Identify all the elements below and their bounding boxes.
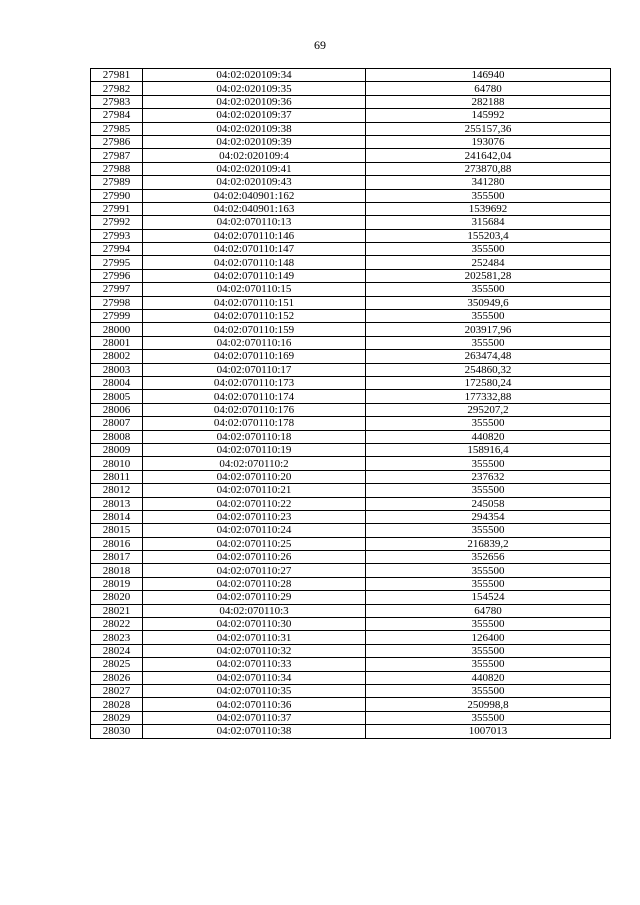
cadastral-number-cell: 04:02:070110:33 [143, 658, 366, 671]
row-number-cell: 28005 [91, 390, 143, 403]
value-cell: 202581,28 [366, 269, 611, 282]
row-number-cell: 28030 [91, 725, 143, 738]
cadastral-number-cell: 04:02:020109:34 [143, 69, 366, 82]
row-number-cell: 27982 [91, 82, 143, 95]
value-cell: 241642,04 [366, 149, 611, 162]
cadastral-number-cell: 04:02:070110:29 [143, 591, 366, 604]
row-number-cell: 27992 [91, 216, 143, 229]
cadastral-number-cell: 04:02:070110:16 [143, 336, 366, 349]
cadastral-number-cell: 04:02:070110:2 [143, 457, 366, 470]
table-row [91, 510, 611, 523]
table-row [91, 711, 611, 724]
table-row [91, 497, 611, 510]
table-row [91, 698, 611, 711]
table-row [91, 684, 611, 697]
row-number-cell: 28022 [91, 618, 143, 631]
table-row [91, 430, 611, 443]
cadastral-number-cell: 04:02:070110:18 [143, 430, 366, 443]
table-body [91, 69, 611, 739]
table-row [91, 551, 611, 564]
cadastral-number-cell: 04:02:070110:23 [143, 510, 366, 523]
row-number-cell: 27989 [91, 176, 143, 189]
table-row [91, 537, 611, 550]
value-cell: 355500 [366, 658, 611, 671]
value-cell: 282188 [366, 95, 611, 108]
table-row [91, 658, 611, 671]
row-number-cell: 28001 [91, 336, 143, 349]
cadastral-number-cell: 04:02:070110:26 [143, 551, 366, 564]
row-number-cell: 27991 [91, 202, 143, 215]
row-number-cell: 27984 [91, 109, 143, 122]
value-cell: 355500 [366, 283, 611, 296]
table-row [91, 618, 611, 631]
table-row [91, 323, 611, 336]
cadastral-number-cell: 04:02:070110:32 [143, 644, 366, 657]
table-row [91, 202, 611, 215]
value-cell: 158916,4 [366, 443, 611, 456]
value-cell: 245058 [366, 497, 611, 510]
table-row [91, 417, 611, 430]
table-row [91, 604, 611, 617]
row-number-cell: 28027 [91, 684, 143, 697]
table-row [91, 189, 611, 202]
value-cell: 237632 [366, 470, 611, 483]
table-row [91, 336, 611, 349]
value-cell: 1539692 [366, 202, 611, 215]
cadastral-number-cell: 04:02:070110:147 [143, 243, 366, 256]
cadastral-number-cell: 04:02:070110:176 [143, 403, 366, 416]
row-number-cell: 28003 [91, 363, 143, 376]
value-cell: 315684 [366, 216, 611, 229]
table-row [91, 725, 611, 738]
table-row [91, 135, 611, 148]
cadastral-number-cell: 04:02:070110:37 [143, 711, 366, 724]
page-number: 69 [314, 38, 326, 52]
table-row [91, 176, 611, 189]
value-cell: 203917,96 [366, 323, 611, 336]
row-number-cell: 28012 [91, 484, 143, 497]
table-row [91, 283, 611, 296]
row-number-cell: 28026 [91, 671, 143, 684]
cadastral-number-cell: 04:02:070110:21 [143, 484, 366, 497]
value-cell: 355500 [366, 684, 611, 697]
cadastral-number-cell: 04:02:040901:162 [143, 189, 366, 202]
value-cell: 355500 [366, 577, 611, 590]
value-cell: 440820 [366, 430, 611, 443]
row-number-cell: 28020 [91, 591, 143, 604]
table-row [91, 109, 611, 122]
cadastral-number-cell: 04:02:070110:152 [143, 310, 366, 323]
table-row [91, 229, 611, 242]
value-cell: 352656 [366, 551, 611, 564]
table-row [91, 95, 611, 108]
table-row [91, 591, 611, 604]
table-row [91, 350, 611, 363]
cadastral-number-cell: 04:02:020109:37 [143, 109, 366, 122]
table-row [91, 216, 611, 229]
value-cell: 350949,6 [366, 296, 611, 309]
row-number-cell: 28010 [91, 457, 143, 470]
value-cell: 294354 [366, 510, 611, 523]
value-cell: 355500 [366, 243, 611, 256]
table-row [91, 631, 611, 644]
cadastral-number-cell: 04:02:070110:3 [143, 604, 366, 617]
value-cell: 250998,8 [366, 698, 611, 711]
table-row [91, 82, 611, 95]
cadastral-number-cell: 04:02:070110:169 [143, 350, 366, 363]
value-cell: 216839,2 [366, 537, 611, 550]
table-row [91, 443, 611, 456]
value-cell: 355500 [366, 310, 611, 323]
value-cell: 355500 [366, 618, 611, 631]
row-number-cell: 28007 [91, 417, 143, 430]
row-number-cell: 28023 [91, 631, 143, 644]
cadastral-number-cell: 04:02:070110:17 [143, 363, 366, 376]
cadastral-number-cell: 04:02:070110:13 [143, 216, 366, 229]
cadastral-number-cell: 04:02:070110:36 [143, 698, 366, 711]
value-cell: 355500 [366, 564, 611, 577]
value-cell: 172580,24 [366, 376, 611, 389]
cadastral-number-cell: 04:02:070110:174 [143, 390, 366, 403]
value-cell: 254860,32 [366, 363, 611, 376]
value-cell: 177332,88 [366, 390, 611, 403]
value-cell: 126400 [366, 631, 611, 644]
value-cell: 341280 [366, 176, 611, 189]
row-number-cell: 27988 [91, 162, 143, 175]
row-number-cell: 28002 [91, 350, 143, 363]
cadastral-number-cell: 04:02:070110:149 [143, 269, 366, 282]
row-number-cell: 28004 [91, 376, 143, 389]
row-number-cell: 27983 [91, 95, 143, 108]
row-number-cell: 28024 [91, 644, 143, 657]
table-row [91, 363, 611, 376]
row-number-cell: 28014 [91, 510, 143, 523]
value-cell: 252484 [366, 256, 611, 269]
table-row [91, 269, 611, 282]
row-number-cell: 27996 [91, 269, 143, 282]
value-cell: 146940 [366, 69, 611, 82]
cadastral-number-cell: 04:02:070110:178 [143, 417, 366, 430]
value-cell: 355500 [366, 644, 611, 657]
row-number-cell: 27986 [91, 135, 143, 148]
cadastral-number-cell: 04:02:040901:163 [143, 202, 366, 215]
table-row [91, 149, 611, 162]
value-cell: 355500 [366, 336, 611, 349]
table-row [91, 296, 611, 309]
value-cell: 154524 [366, 591, 611, 604]
table-row [91, 243, 611, 256]
cadastral-number-cell: 04:02:070110:24 [143, 524, 366, 537]
value-cell: 64780 [366, 82, 611, 95]
row-number-cell: 27981 [91, 69, 143, 82]
row-number-cell: 27998 [91, 296, 143, 309]
value-cell: 64780 [366, 604, 611, 617]
table-row [91, 390, 611, 403]
table-row [91, 310, 611, 323]
row-number-cell: 28000 [91, 323, 143, 336]
table-row [91, 256, 611, 269]
cadastral-number-cell: 04:02:070110:20 [143, 470, 366, 483]
table-row [91, 671, 611, 684]
row-number-cell: 28021 [91, 604, 143, 617]
table-row [91, 376, 611, 389]
cadastral-number-cell: 04:02:070110:27 [143, 564, 366, 577]
row-number-cell: 28019 [91, 577, 143, 590]
table-row [91, 457, 611, 470]
cadastral-number-cell: 04:02:020109:43 [143, 176, 366, 189]
cadastral-number-cell: 04:02:020109:38 [143, 122, 366, 135]
cadastral-number-cell: 04:02:070110:28 [143, 577, 366, 590]
cadastral-number-cell: 04:02:070110:38 [143, 725, 366, 738]
table-row [91, 403, 611, 416]
cadastral-number-cell: 04:02:070110:159 [143, 323, 366, 336]
row-number-cell: 28011 [91, 470, 143, 483]
cadastral-number-cell: 04:02:070110:22 [143, 497, 366, 510]
row-number-cell: 28008 [91, 430, 143, 443]
row-number-cell: 28029 [91, 711, 143, 724]
table-row [91, 564, 611, 577]
cadastral-number-cell: 04:02:070110:31 [143, 631, 366, 644]
table-row [91, 644, 611, 657]
cadastral-number-cell: 04:02:070110:173 [143, 376, 366, 389]
cadastral-number-cell: 04:02:020109:41 [143, 162, 366, 175]
row-number-cell: 28028 [91, 698, 143, 711]
row-number-cell: 27985 [91, 122, 143, 135]
table-row [91, 577, 611, 590]
row-number-cell: 28015 [91, 524, 143, 537]
row-number-cell: 28013 [91, 497, 143, 510]
row-number-cell: 28016 [91, 537, 143, 550]
row-number-cell: 27995 [91, 256, 143, 269]
row-number-cell: 27997 [91, 283, 143, 296]
cadastral-number-cell: 04:02:070110:148 [143, 256, 366, 269]
row-number-cell: 27987 [91, 149, 143, 162]
row-number-cell: 28017 [91, 551, 143, 564]
row-number-cell: 28025 [91, 658, 143, 671]
value-cell: 145992 [366, 109, 611, 122]
cadastral-number-cell: 04:02:020109:36 [143, 95, 366, 108]
cadastral-number-cell: 04:02:020109:4 [143, 149, 366, 162]
value-cell: 155203,4 [366, 229, 611, 242]
cadastral-number-cell: 04:02:070110:146 [143, 229, 366, 242]
value-cell: 1007013 [366, 725, 611, 738]
value-cell: 355500 [366, 484, 611, 497]
cadastral-number-cell: 04:02:070110:151 [143, 296, 366, 309]
data-table [90, 68, 611, 739]
cadastral-number-cell: 04:02:020109:35 [143, 82, 366, 95]
table-row [91, 122, 611, 135]
value-cell: 355500 [366, 711, 611, 724]
value-cell: 263474,48 [366, 350, 611, 363]
row-number-cell: 27999 [91, 310, 143, 323]
row-number-cell: 28006 [91, 403, 143, 416]
value-cell: 255157,36 [366, 122, 611, 135]
value-cell: 355500 [366, 189, 611, 202]
table-row [91, 524, 611, 537]
value-cell: 273870,88 [366, 162, 611, 175]
cadastral-number-cell: 04:02:020109:39 [143, 135, 366, 148]
table-row [91, 162, 611, 175]
row-number-cell: 27990 [91, 189, 143, 202]
cadastral-number-cell: 04:02:070110:25 [143, 537, 366, 550]
cadastral-number-cell: 04:02:070110:34 [143, 671, 366, 684]
row-number-cell: 28018 [91, 564, 143, 577]
table-row [91, 470, 611, 483]
value-cell: 295207,2 [366, 403, 611, 416]
row-number-cell: 27994 [91, 243, 143, 256]
cadastral-number-cell: 04:02:070110:30 [143, 618, 366, 631]
table-row [91, 484, 611, 497]
table-row [91, 69, 611, 82]
row-number-cell: 28009 [91, 443, 143, 456]
value-cell: 355500 [366, 457, 611, 470]
row-number-cell: 27993 [91, 229, 143, 242]
value-cell: 355500 [366, 417, 611, 430]
value-cell: 193076 [366, 135, 611, 148]
value-cell: 355500 [366, 524, 611, 537]
value-cell: 440820 [366, 671, 611, 684]
cadastral-number-cell: 04:02:070110:19 [143, 443, 366, 456]
cadastral-number-cell: 04:02:070110:15 [143, 283, 366, 296]
cadastral-number-cell: 04:02:070110:35 [143, 684, 366, 697]
